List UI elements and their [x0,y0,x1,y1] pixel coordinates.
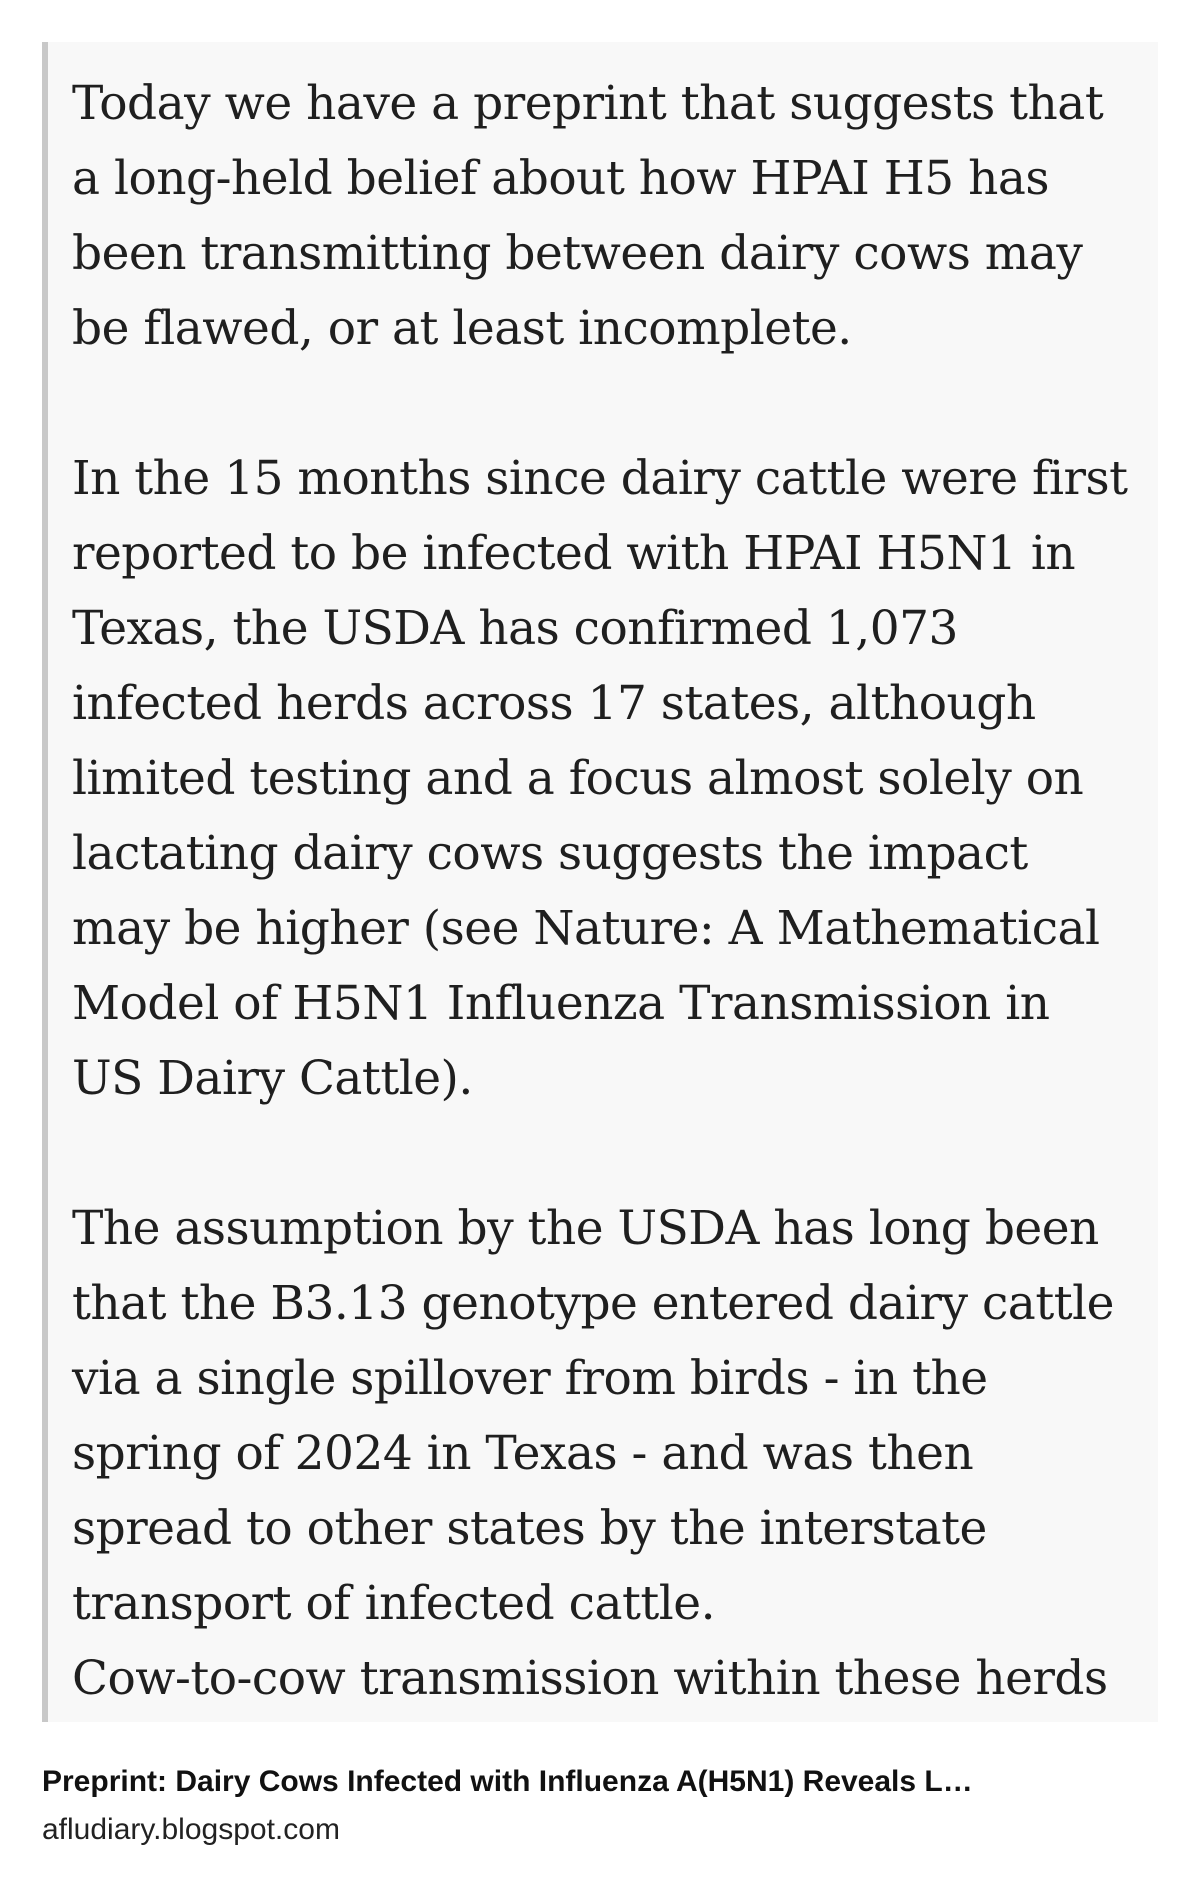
paragraph-spacer [72,1116,1134,1191]
link-title[interactable]: Preprint: Dairy Cows Infected with Influenza A(H5N1) Reveals L… [42,1765,973,1798]
link-domain: afludiary.blogspot.com [42,1813,340,1846]
paragraph-spacer [72,366,1134,441]
quote-paragraph-2: In the 15 months since dairy cattle were first reported to be infected with HPAI H5N1 in Texas, the USDA has confirmed 1,073 infected herds across 17 states, although limited testing and a focus almost solely on lactating dairy cows suggests the impact may be higher (see Nature: A Mathematical Model of H5N1 Influenza Transmission in US Dairy Cattle). [72,451,1128,1106]
quote-paragraph-1: Today we have a preprint that suggests that a long-held belief about how HPAI H5 has been transmitting between dairy cows may be flawed, or at least incomplete. [72,76,1104,356]
quote-paragraph-3: The assumption by the USDA has long been that the B3.13 genotype entered dairy cattle via a single spillover from birds - in the spring of 2024 in Texas - and was then spread to other states by the interstate transport of infected cattle. [72,1201,1114,1631]
quote-paragraph-4: Cow-to-cow transmission within these herds [72,1651,1108,1706]
quote-excerpt [42,42,1158,1722]
link-footer[interactable] [42,1760,1158,1852]
quote-text [72,66,1134,1722]
